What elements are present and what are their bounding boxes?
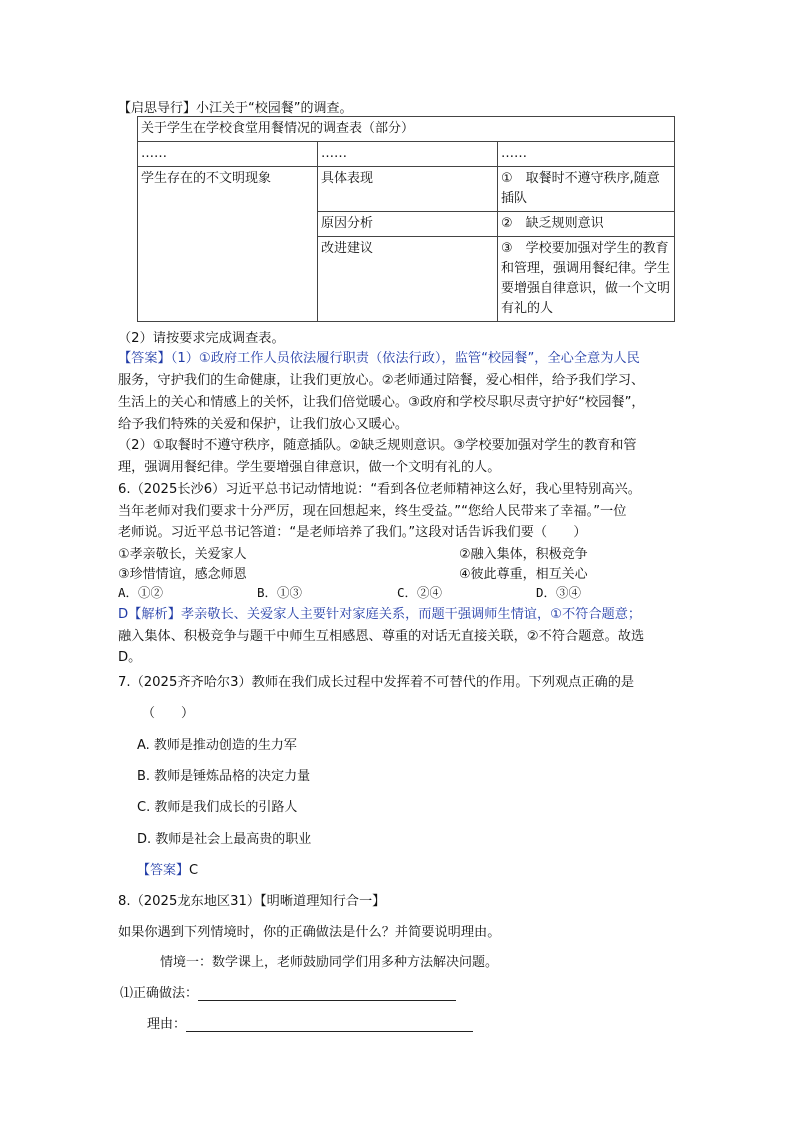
answer-text: （1）①政府工作人员依法履行职责（依法行政），监管“校园餐”，全心全意为人民 — [170, 351, 640, 366]
intro-line — [118, 97, 353, 116]
q8-fill1-label: ⑴正确做法： — [120, 986, 199, 1001]
table-dots-2: …… — [318, 142, 498, 167]
table-row-value: ② 缺乏规则意识 — [498, 212, 675, 237]
q7-option-a: A. 教师是推动创造的生力军 — [137, 738, 297, 753]
q6-stem-1: 6.（2025长沙6）习近平总书记动情地说：“看到各位老师精神这么好，我心里特别高兴。 — [118, 482, 641, 497]
q2-prompt: （2）请按要求完成调查表。 — [118, 331, 285, 346]
q6-statement-3: ③珍惜情谊，感念师恩 — [118, 567, 247, 582]
answer-blank-2[interactable] — [186, 1017, 473, 1032]
answer-line-4: 给予我们特殊的关爱和保护，让我们放心又暖心。 — [118, 417, 409, 432]
analysis-text: 孝亲敬长、关爱家人主要针对家庭关系，而题干强调师生情谊，①不符合题意； — [180, 607, 642, 622]
q6-analysis-3: D。 — [118, 650, 142, 665]
answer-blank-1[interactable] — [198, 986, 456, 1001]
q7-answer-label: 【答案】 — [137, 863, 190, 878]
q6-option-a: A．①② — [118, 585, 164, 600]
table-row-label: 改进建议 — [318, 237, 498, 322]
q7-option-c: C. 教师是我们成长的引路人 — [137, 800, 298, 815]
q6-option-c: C．②④ — [397, 585, 443, 600]
answer-line-5: （2）①取餐时不遵守秩序，随意插队。②缺乏规则意识。③学校要加强对学生的教育和管 — [118, 438, 637, 453]
q7-paren: （ ） — [142, 706, 195, 721]
answer-line-6: 理，强调用餐纪律。学生要增强自律意识，做一个文明有礼的人。 — [118, 460, 501, 475]
q7-answer-value: C — [189, 863, 199, 878]
table-row-label: 具体表现 — [318, 167, 498, 212]
q7-stem: 7.（2025齐齐哈尔3）教师在我们成长过程中发挥着不可替代的作用。下列观点正确的是 — [118, 675, 635, 690]
q7-option-b: B. 教师是锤炼品格的决定力量 — [137, 769, 311, 784]
q6-option-d: D．③④ — [536, 585, 582, 600]
table-dots-3: …… — [498, 142, 675, 167]
table-category: 学生存在的不文明现象 — [138, 167, 318, 322]
q7-answer — [137, 859, 198, 878]
answer-line-3: 生活上的关心和情感上的关怀，让我们倍觉暖心。③政府和学校尽职尽责守护好“校园餐”， — [118, 395, 645, 410]
q6-option-b: B．①③ — [257, 585, 303, 600]
q8-fill-1 — [120, 982, 456, 1001]
answer-line-2: 服务，守护我们的生命健康，让我们更放心。②老师通过陪餐，爱心相伴，给予我们学习、 — [118, 373, 645, 388]
intro-label: 【启思导行】 — [118, 101, 197, 116]
table-row-value: ① 取餐时不遵守秩序,随意插队 — [498, 167, 675, 212]
table-row-value: ③ 学校要加强对学生的教育和管理，强调用餐纪律。学生要增强自律意识，做一个文明有礼的人 — [498, 237, 675, 322]
q6-statement-1: ①孝亲敬长，关爱家人 — [118, 547, 247, 562]
q8-stem-tag: 【明晰道理知行合一】 — [260, 894, 386, 909]
intro-text: 小江关于“校园餐”的调查。 — [196, 101, 353, 116]
survey-table — [137, 116, 675, 322]
table-title: 关于学生在学校食堂用餐情况的调查表（部分） — [138, 117, 675, 142]
q8-fill-2 — [147, 1013, 473, 1032]
q6-stem-2: 当年老师对我们要求十分严厉，现在回想起来，终生受益。”“您给人民带来了幸福。”一位 — [118, 504, 627, 519]
q8-stem — [118, 890, 385, 909]
q8-fill2-label: 理由： — [147, 1017, 187, 1032]
table-row-label: 原因分析 — [318, 212, 498, 237]
q6-analysis-1 — [118, 603, 641, 622]
q6-stem-3: 老师说。习近平总书记答道：“是老师培养了我们。”这段对话告诉我们要（ ） — [118, 525, 587, 540]
q6-statement-2: ②融入集体，积极竞争 — [459, 547, 588, 562]
answer-line-1 — [118, 347, 640, 366]
q6-analysis-2: 融入集体、积极竞争与题干中师生互相感恩、尊重的对话无直接关联，②不符合题意。故选 — [118, 629, 645, 644]
q8-prompt: 如果你遇到下列情境时，你的正确做法是什么？并简要说明理由。 — [118, 925, 501, 940]
q8-stem-prefix: 8.（2025龙东地区31） — [118, 894, 261, 909]
q7-option-d: D. 教师是社会上最高贵的职业 — [137, 832, 312, 847]
answer-label: 【答案】 — [118, 351, 171, 366]
analysis-label: D【解析】 — [118, 607, 181, 622]
table-dots-1: …… — [138, 142, 318, 167]
q8-scenario: 情境一：数学课上，老师鼓励同学们用多种方法解决问题。 — [160, 955, 499, 970]
q6-statement-4: ④彼此尊重，相互关心 — [459, 567, 588, 582]
